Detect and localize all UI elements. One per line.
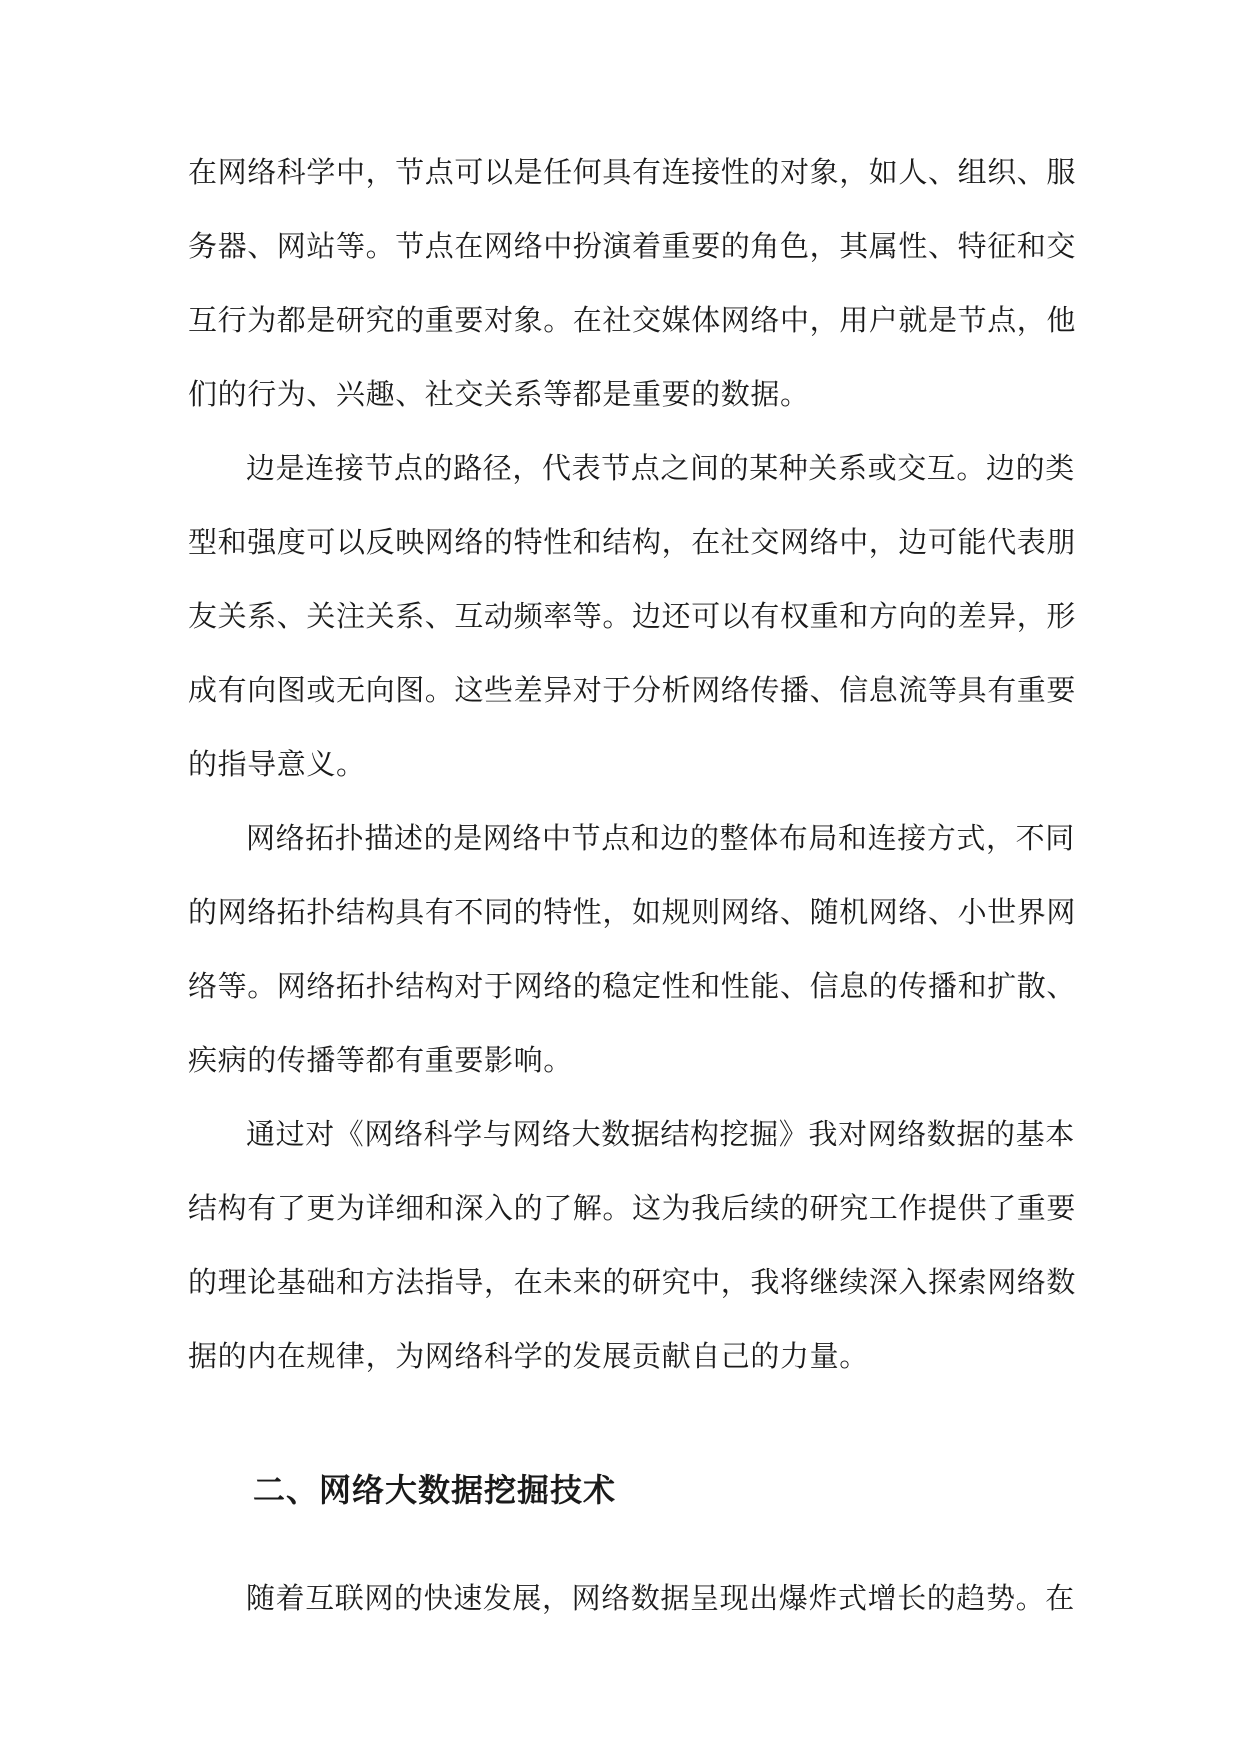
paragraph-line: 疾病的传播等都有重要影响。 bbox=[188, 1043, 573, 1077]
paragraph-line: 成有向图或无向图。这些差异对于分析网络传播、信息流等具有重要 bbox=[188, 673, 1077, 707]
paragraph-line: 随着互联网的快速发展，网络数据呈现出爆炸式增长的趋势。在 bbox=[246, 1581, 1075, 1615]
section-heading: 二、网络大数据挖掘技术 bbox=[253, 1471, 617, 1509]
paragraph-line: 通过对《网络科学与网络大数据结构挖掘》我对网络数据的基本 bbox=[246, 1117, 1075, 1151]
paragraph-line: 络等。网络拓扑结构对于网络的稳定性和性能、信息的传播和扩散、 bbox=[188, 969, 1077, 1003]
paragraph-line: 结构有了更为详细和深入的了解。这为我后续的研究工作提供了重要 bbox=[188, 1191, 1077, 1225]
paragraph-line: 互行为都是研究的重要对象。在社交媒体网络中，用户就是节点，他 bbox=[188, 303, 1077, 337]
paragraph-line: 们的行为、兴趣、社交关系等都是重要的数据。 bbox=[188, 377, 810, 411]
paragraph-line: 网络拓扑描述的是网络中节点和边的整体布局和连接方式，不同 bbox=[246, 821, 1075, 855]
paragraph-line: 的指导意义。 bbox=[188, 747, 366, 781]
paragraph-line: 的网络拓扑结构具有不同的特性，如规则网络、随机网络、小世界网 bbox=[188, 895, 1077, 929]
paragraph-line: 友关系、关注关系、互动频率等。边还可以有权重和方向的差异，形 bbox=[188, 599, 1077, 633]
paragraph-line: 型和强度可以反映网络的特性和结构，在社交网络中，边可能代表朋 bbox=[188, 525, 1077, 559]
paragraph-line: 在网络科学中，节点可以是任何具有连接性的对象，如人、组织、服 bbox=[188, 155, 1077, 189]
paragraph-line: 边是连接节点的路径，代表节点之间的某种关系或交互。边的类 bbox=[246, 451, 1075, 485]
paragraph-line: 的理论基础和方法指导，在未来的研究中，我将继续深入探索网络数 bbox=[188, 1265, 1077, 1299]
paragraph-line: 据的内在规律，为网络科学的发展贡献自己的力量。 bbox=[188, 1339, 869, 1373]
paragraph-line: 务器、网站等。节点在网络中扮演着重要的角色，其属性、特征和交 bbox=[188, 229, 1077, 263]
